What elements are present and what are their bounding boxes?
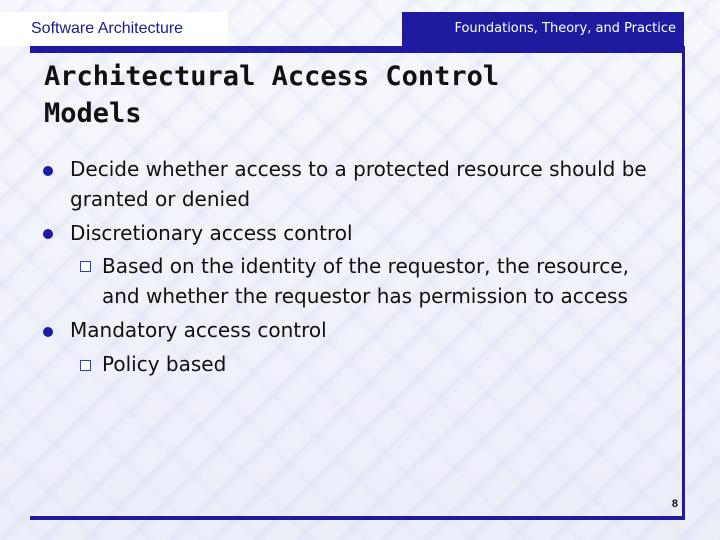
slide-title-line-1: Architectural Access Control xyxy=(44,61,500,92)
header-right-title: Foundations, Theory, and Practice xyxy=(454,21,676,36)
bullet-3-line-1: Mandatory access control xyxy=(70,318,327,342)
bullet-dot-icon xyxy=(43,166,53,176)
slide-title xyxy=(44,58,644,132)
bullet-3-sub-line-1: Policy based xyxy=(102,352,227,376)
frame-right-rule xyxy=(682,46,685,520)
bullet-2-sub-line-2: and whether the requestor has permission to access xyxy=(102,284,628,308)
bullet-1-line-2: granted or denied xyxy=(70,187,251,211)
bullet-2-sub-line-1: Based on the identity of the requestor, the resource, xyxy=(102,254,629,278)
page-number: 8 xyxy=(671,498,678,510)
bullet-1-line-1: Decide whether access to a protected resource should be xyxy=(70,157,647,181)
sub-bullet-square-icon xyxy=(80,360,91,371)
sub-bullet-square-icon xyxy=(80,261,91,272)
bullet-dot-icon xyxy=(43,327,53,337)
header-left-band xyxy=(0,12,228,46)
slide-title-line-2: Models xyxy=(44,98,142,129)
bullet-2-line-1: Discretionary access control xyxy=(70,221,353,245)
header-left-title: Software Architecture xyxy=(31,20,184,37)
bullet-dot-icon xyxy=(43,229,53,239)
frame-bottom-rule xyxy=(30,516,685,520)
header-right-band xyxy=(402,12,684,46)
header-rule xyxy=(30,46,684,53)
